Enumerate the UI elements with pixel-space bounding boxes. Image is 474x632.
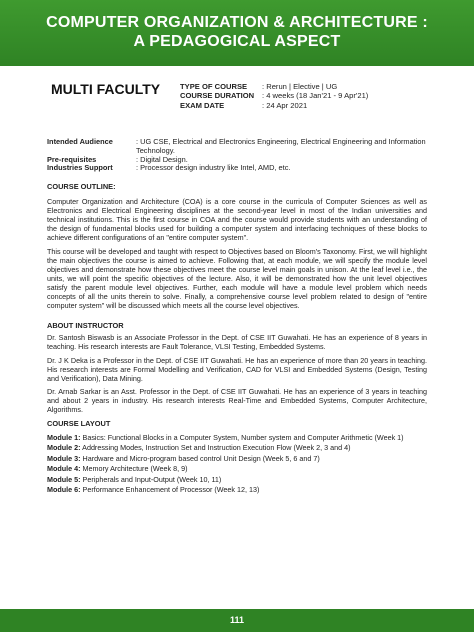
course-info — [47, 138, 427, 173]
meta-row-duration — [180, 91, 368, 100]
module-item — [47, 464, 427, 474]
course-layout — [47, 420, 427, 495]
module-label: Module 4: — [47, 464, 81, 474]
meta-value: : 24 Apr 2021 — [262, 100, 308, 110]
module-list — [47, 433, 427, 495]
outline-paragraph-2: This course will be developed and taught with respect to Objectives based on Bloom's Taxonomy. First, we will highlight the main objectives the course is aimed to achieve. Following that, at each module, we will specify the module level objectives and demonstrate how these objectives meet the course level main goals in unison. At the leaf level i.e., the units, we will point the specific objectives of the lecture. Also, it will be demonstrated how the unit level objectives satisfy the parent module level objectives. Further, each module will have a module level problem which needs concepts of all the units therein to solve. Finally, a comprehensive course level problem related to design of "entire computer system" will be discussed which meets all the course level objectives. — [47, 247, 427, 310]
meta-value: : 4 weeks (18 Jan'21 - 9 Apr'21) — [262, 91, 369, 101]
meta-value: : Rerun | Elective | UG — [262, 82, 338, 91]
page-number: 111 — [229, 615, 245, 625]
course-meta — [180, 82, 368, 110]
module-text: Addressing Modes, Instruction Set and Instruction Execution Flow (Week 2, 3 and 4) — [80, 443, 351, 453]
module-text: Basics: Functional Blocks in a Computer System, Number system and Computer Arithmetic (Week 1) — [80, 432, 404, 442]
info-label: Intended Audience — [47, 137, 113, 146]
info-value: : UG CSE, Electrical and Electronics Engineering, Electrical Engineering and Information Technology. — [136, 137, 426, 155]
meta-label: TYPE OF COURSE — [180, 82, 248, 91]
module-item — [47, 443, 427, 453]
module-label: Module 6: — [47, 484, 81, 494]
info-value: : Processor design industry like Intel, AMD, etc. — [136, 163, 291, 173]
module-item — [47, 433, 427, 443]
outline-paragraph-1: Computer Organization and Architecture (COA) is a core course in the curricula of Computer Sciences as well as Electronics and Electrical Engineering disciplines at the second-year level in most of the Indian universities and technical institutions. This is the first course in COA and the course would provide students with an understanding of the design of fundamental blocks used for building a computer system and interfacing techniques of these blocks to achieve different configurations of an "entire computer system". — [47, 196, 427, 242]
instructor-paragraph-1: Dr. Santosh Biswasb is an Associate Professor in the Dept. of CSE IIT Guwahati. He has an experience of 8 years in teaching. His research interests are Fault Tolerance, VLSI Testing, Embedded Systems. — [47, 332, 427, 351]
module-label: Module 2: — [47, 443, 81, 453]
outline-heading: COURSE OUTLINE: — [47, 182, 116, 191]
info-label: Industries Support — [47, 163, 113, 173]
info-value: : Digital Design. — [136, 154, 188, 164]
course-outline — [47, 183, 427, 311]
title-line-1: COMPUTER ORGANIZATION & ARCHITECTURE : — [46, 14, 428, 31]
title-banner — [0, 0, 474, 66]
instructor-paragraph-2: Dr. J K Deka is a Professor in the Dept. of CSE IIT Guwahati. He has an experience of more than 20 years in teaching. His research interests are Formal Modelling and Verification, CAD for VLSI and Embedded Systems (Design, Testing and Verification), Data Mining. — [47, 355, 427, 383]
info-row-audience — [47, 138, 427, 156]
module-label: Module 3: — [47, 453, 81, 463]
about-instructor — [47, 322, 427, 415]
module-label: Module 1: — [47, 432, 81, 442]
meta-label: COURSE DURATION — [180, 91, 255, 101]
module-text: Memory Architecture (Week 8, 9) — [80, 464, 188, 474]
module-text: Performance Enhancement of Processor (Week 12, 13) — [80, 484, 260, 494]
layout-heading: COURSE LAYOUT — [47, 419, 111, 428]
instructor-heading: ABOUT INSTRUCTOR — [47, 321, 124, 330]
module-text: Peripherals and Input-Output (Week 10, 11) — [80, 474, 222, 484]
module-item — [47, 475, 427, 485]
info-row-industry — [47, 164, 427, 173]
module-label: Module 5: — [47, 474, 81, 484]
meta-row-type — [180, 82, 368, 91]
category-label: MULTI FACULTY — [51, 81, 161, 97]
instructor-paragraph-3: Dr. Arnab Sarkar is an Asst. Professor in the Dept. of CSE IIT Guwahati. He has an experience of 3 years in teaching and about 2 years in industry. His research interests Real-Time and Embedded Systems, Computer Architecture, Algorithms. — [47, 387, 427, 415]
module-item — [47, 485, 427, 495]
meta-row-exam — [180, 101, 368, 110]
info-label: Pre-requisites — [47, 154, 97, 164]
meta-label: EXAM DATE — [180, 100, 225, 110]
module-item — [47, 454, 427, 464]
page-footer — [0, 609, 474, 632]
module-text: Hardware and Micro-program based control Unit Design (Week 5, 6 and 7) — [80, 453, 320, 463]
title-line-2: A PEDAGOGICAL ASPECT — [133, 33, 341, 50]
